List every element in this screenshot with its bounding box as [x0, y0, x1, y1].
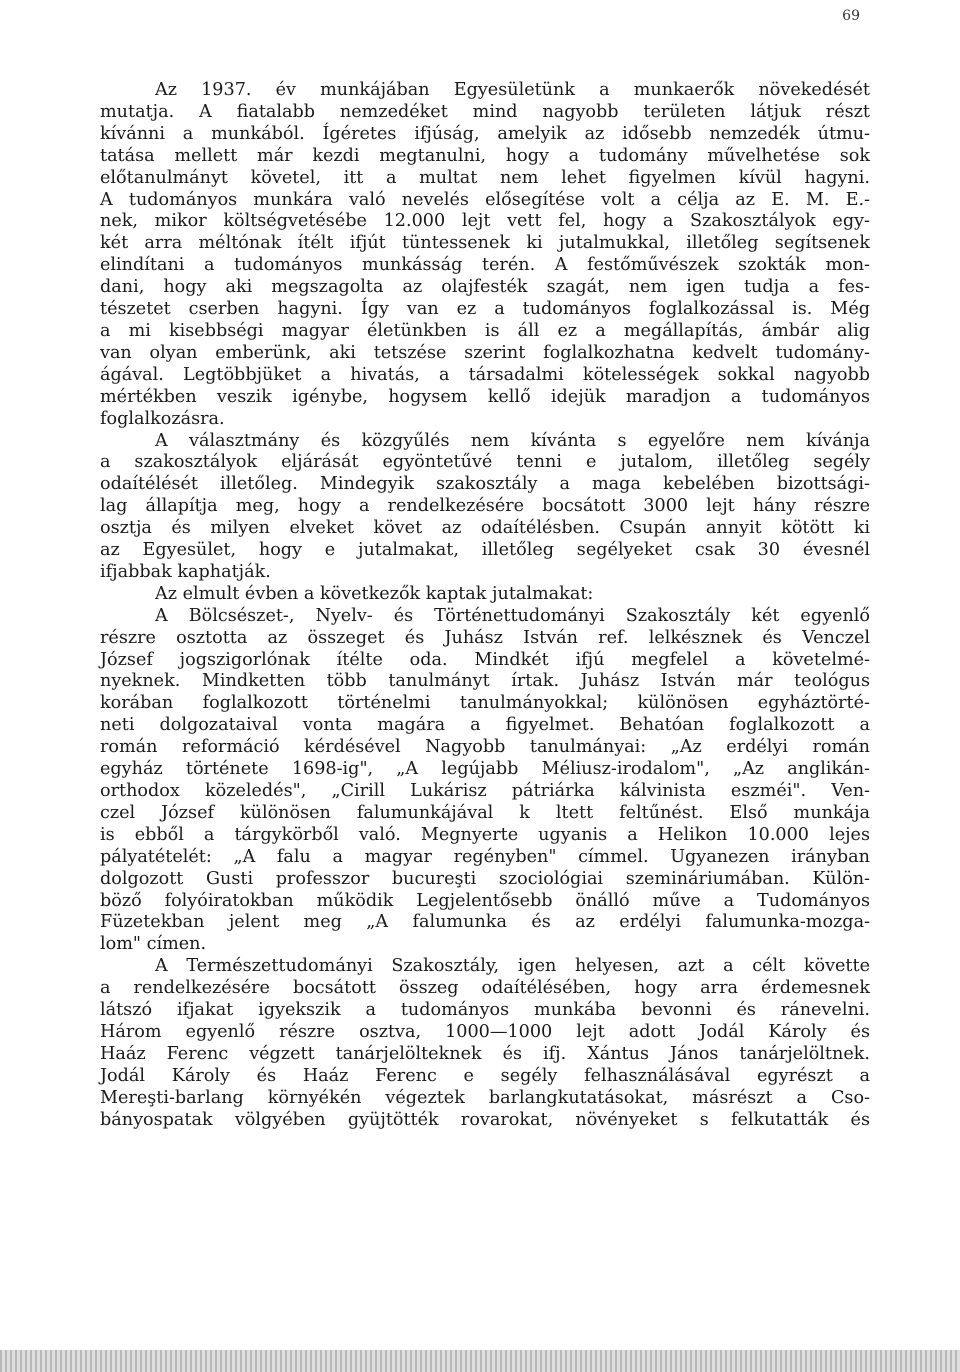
- text-line: a rendelkezésére bocsátott összeg odaítélésében, hogy arra érdemesnek: [100, 978, 870, 999]
- text-line: dolgozott Gusti professzor bucureşti szociológiai szemináriumában. Külön-: [100, 868, 870, 889]
- text-line: odaítélését illetőleg. Mindegyik szakosztály a maga kebelében bizottsági-: [100, 474, 870, 495]
- text-line: részre osztotta az összeget és Juhász István ref. lelkésznek és Venczel: [100, 627, 870, 648]
- text-line: Mereşti-barlang környékén végeztek barlangkutatásokat, másrészt a Cso-: [100, 1087, 870, 1108]
- text-line: bányospatak völgyében gyüjtötték rovarokat, növényeket s felkutatták és: [100, 1109, 870, 1130]
- text-line: orthodox közeledés", „Cirill Lukárisz pátriárka kálvinista eszméi". Ven-: [100, 781, 870, 801]
- text-line: korában foglalkozott történelmi tanulmányokkal; különösen egyháztörté-: [100, 693, 870, 714]
- text-line: nek, mikor költségvetésébe 12.000 lejt vett fel, hogy a Szakosztályok egy-: [100, 211, 870, 232]
- text-line: előtanulmányt követel, itt a multat nem lehet figyelmen kívül hagyni.: [100, 167, 870, 188]
- text-line: egyház története 1698-ig", „A legújabb Méliusz-irodalom", „Az anglikán-: [100, 759, 870, 780]
- text-line: ifjabbak kaphatják.: [100, 561, 271, 582]
- text-line: lag állapítja meg, hogy a rendelkezésére bocsátott 3000 lejt hány részre: [100, 496, 870, 517]
- text-line: két arra méltónak ítélt ifjút tüntessenek ki jutalmukkal, illetőleg segítsenek: [100, 233, 870, 254]
- text-line: román reformáció kérdésével Nagyobb tanulmányai: „Az erdélyi román: [100, 737, 870, 758]
- text-line: dani, hogy aki megszagolta az olajfesték szagát, nem igen tudja a fes-: [100, 277, 870, 298]
- text-line: Haáz Ferenc végzett tanárjelölteknek és ifj. Xántus János tanárjelöltnek.: [100, 1043, 870, 1064]
- body-text: [100, 80, 870, 1132]
- text-line: a szakosztályok eljárását egyöntetűvé tenni e jutalom, illetőleg segély: [100, 452, 870, 473]
- text-line: a mi kisebbségi magyar életünkben is áll ez a megállapítás, ámbár alig: [100, 320, 870, 341]
- text-line: tészetet cserben hagyni. Így van ez a tudományos foglalkozással is. Még: [100, 299, 870, 320]
- text-line: tatása mellett már kezdi megtanulni, hogy a tudomány művelhetése sok: [100, 145, 870, 166]
- text-line: lom" címen.: [100, 934, 207, 955]
- text-line: is ebből a tárgykörből való. Megnyerte ugyanis a Helikon 10.000 lejes: [100, 824, 870, 845]
- text-line: az Egyesület, hogy e jutalmakat, illetőleg segélyeket csak 30 évesnél: [100, 540, 870, 561]
- text-line: kívánni a munkából. Ígéretes ifjúság, amelyik az idősebb nemzedék útmu-: [100, 123, 870, 144]
- text-line: osztja és milyen elveket követ az odaítélésben. Csupán annyit kötött ki: [100, 518, 870, 539]
- text-line: van olyan emberünk, aki tetszése szerint foglalkozhatna kedvelt tudomány-: [100, 342, 870, 363]
- text-line: elindítani a tudományos munkásság terén. A festőművészek szokták mon-: [100, 255, 870, 276]
- text-line: mutatja. A fiatalabb nemzedéket mind nagyobb területen látjuk részt: [100, 101, 870, 122]
- text-line: ágával. Legtöbbjüket a hivatás, a társadalmi kötelességek sokkal nagyobb: [100, 364, 870, 385]
- text-line: böző folyóiratokban működik Legjelentősebb önálló műve a Tudományos: [100, 890, 870, 911]
- text-line: nyeknek. Mindketten több tanulmányt írtak. Juhász István már teológus: [100, 671, 870, 692]
- text-line: A választmány és közgyűlés nem kívánta s egyelőre nem kívánja: [155, 430, 870, 451]
- text-line: Az elmult évben a következők kaptak jutalmakat:: [155, 583, 594, 604]
- text-line: A tudományos munkára való nevelés elősegítése volt a célja az E. M. E.-: [100, 189, 870, 210]
- text-line: A Bölcsészet-, Nyelv- és Történettudományi Szakosztály két egyenlő: [155, 605, 870, 626]
- text-line: A Természettudományi Szakosztály, igen helyesen, azt a célt követte: [155, 956, 870, 977]
- text-line: mértékben veszik igénybe, hogysem kellő idejük maradjon a tudományos: [100, 386, 870, 407]
- text-line: neti dolgozataival vonta magára a figyelmet. Behatóan foglalkozott a: [100, 715, 870, 736]
- page-number: 69: [842, 8, 860, 24]
- text-line: Füzetekban jelent meg „A falumunka és az erdélyi falumunka-mozga-: [100, 912, 870, 933]
- text-line: foglalkozásra.: [100, 408, 225, 429]
- text-line: Az 1937. év munkájában Egyesületünk a munkaerők növekedését: [155, 80, 870, 100]
- text-line: Jodál Károly és Haáz Ferenc e segély felhasználásával egyrészt a: [100, 1065, 870, 1086]
- text-line: pályatételét: „A falu a magyar regényben" címmel. Ugyanezen irányban: [100, 846, 870, 867]
- text-line: látszó ifjakat igyekszik a tudományos munkába bevonni és ránevelni.: [100, 1000, 870, 1021]
- text-line: czel József különösen falumunkájával k ltett feltűnést. Első munkája: [100, 802, 870, 823]
- scan-edge-strip: [0, 1350, 960, 1372]
- text-line: József jogszigorlónak ítélte oda. Mindkét ifjú megfelel a követelmé-: [100, 649, 870, 670]
- text-line: Három egyenlő részre osztva, 1000—1000 lejt adott Jodál Károly és: [100, 1021, 870, 1042]
